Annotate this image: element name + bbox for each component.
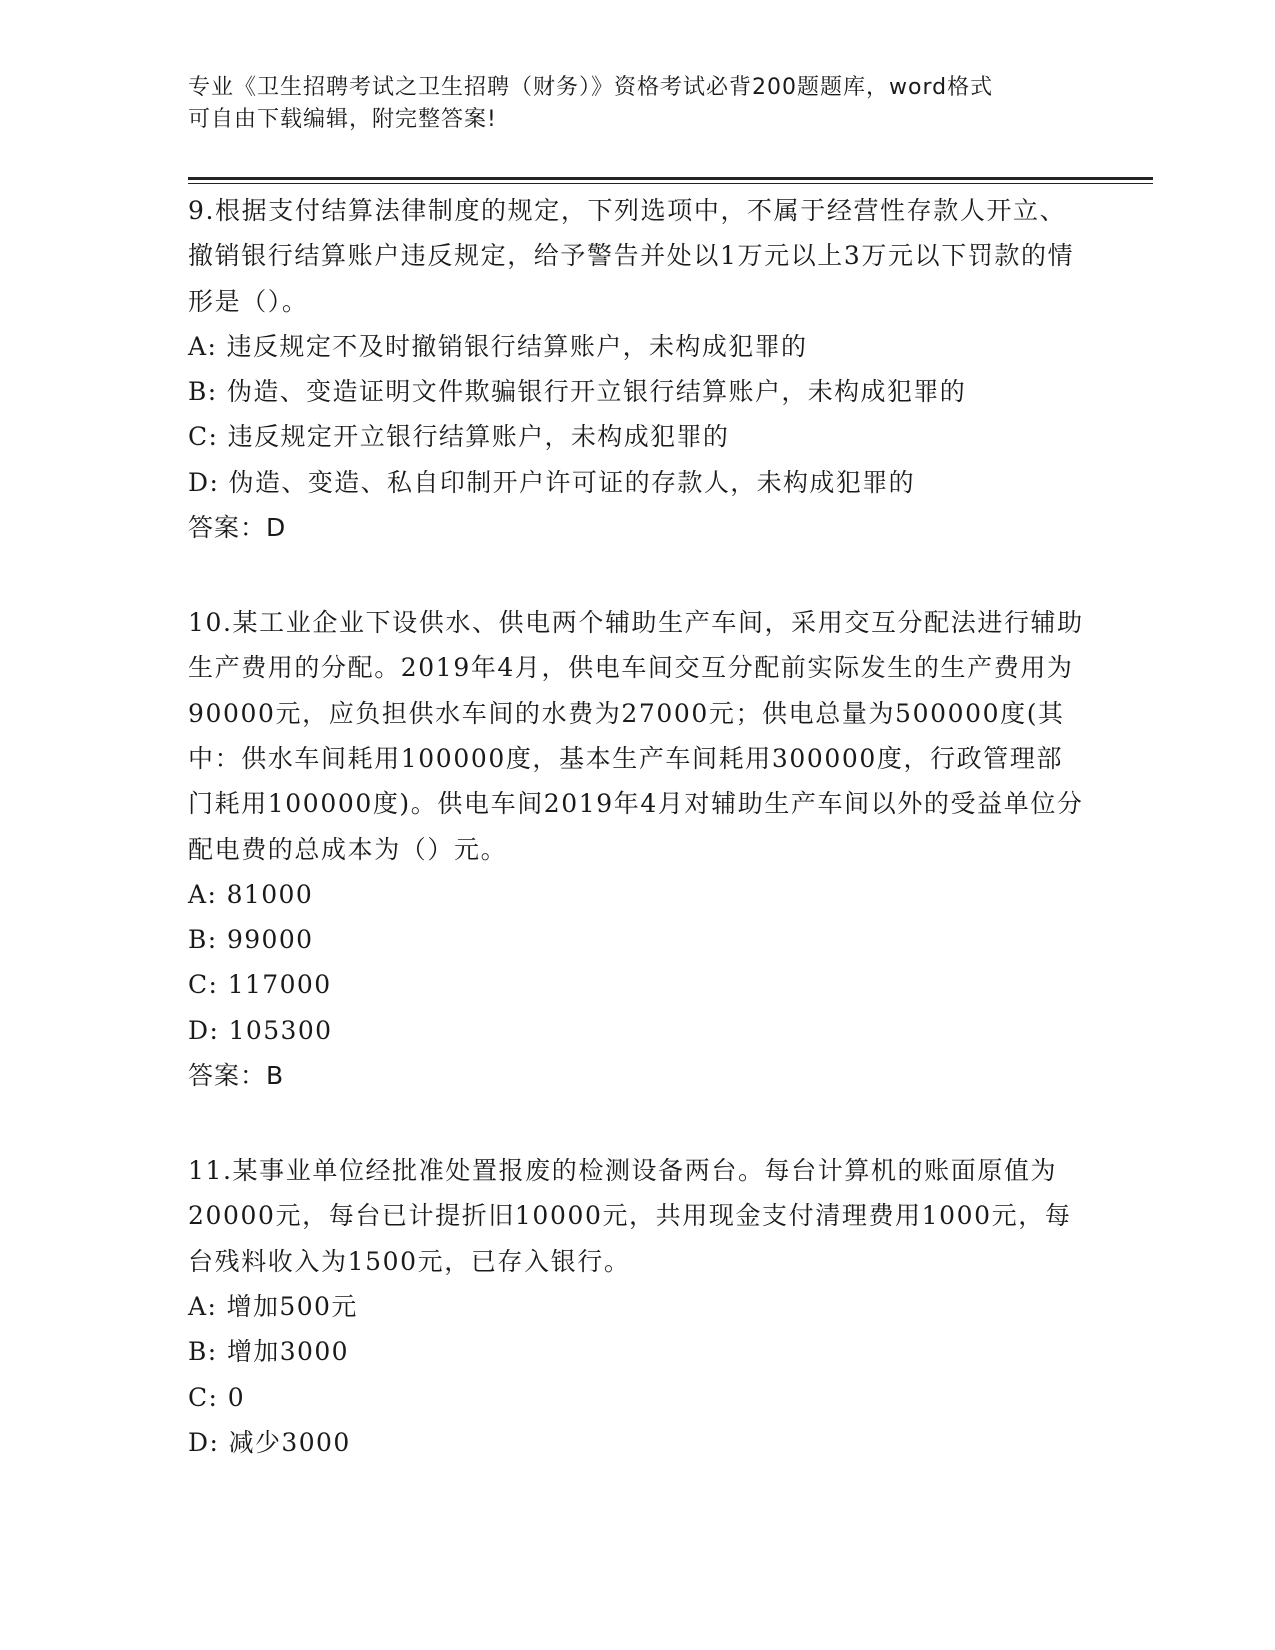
header-divider-thick [188,177,1153,180]
header-divider-thin [188,183,1153,184]
option-a: A: 81000 [188,879,314,909]
option-d: D: 减少3000 [188,1427,351,1457]
option-a: A: 增加500元 [188,1291,358,1321]
question-text: 11.某事业单位经批准处置报废的检测设备两台。每台计算机的账面原值为20000元，每台已计提折旧10000元，共用现金支付清理费用1000元，每台残料收入为1500元，已存入银行。 [188,1156,1072,1276]
option-a: A: 违反规定不及时撤销银行结算账户，未构成犯罪的 [188,331,808,361]
question-text: 10.某工业企业下设供水、供电两个辅助生产车间，采用交互分配法进行辅助生产费用的分配。2019年4月，供电车间交互分配前实际发生的生产费用为90000元，应负担供水车间的水费为27000元；供电总量为500000度(其中：供水车间耗用100000度，基本生产车间耗用300000度，行政管理部门耗用100000度)。供电车间2019年4月对辅助生产车间以外的受益单位分配电费的总成本为（）元。 [188,608,1084,864]
option-b: B: 99000 [188,925,314,955]
answer: 答案：B [188,1061,285,1091]
header-line-2: 可自由下载编辑，附完整答案! [188,107,497,132]
option-c: C: 0 [188,1382,246,1412]
question-10 [188,600,1088,1098]
question-text: 9.根据支付结算法律制度的规定，下列选项中，不属于经营性存款人开立、撤销银行结算账户违反规定，给予警告并处以1万元以上3万元以下罚款的情形是（）。 [188,196,1075,316]
question-list [188,188,1088,1465]
option-d: D: 伪造、变造、私自印制开户许可证的存款人，未构成犯罪的 [188,467,916,497]
option-b: B: 增加3000 [188,1337,349,1367]
option-b: B: 伪造、变造证明文件欺骗银行开立银行结算账户，未构成犯罪的 [188,377,967,407]
option-d: D: 105300 [188,1015,333,1045]
header-line-1: 专业《卫生招聘考试之卫生招聘（财务）》资格考试必背200题题库，word格式 [188,75,994,100]
question-11 [188,1148,1088,1465]
spacer [188,1098,1088,1148]
question-9 [188,188,1088,550]
option-c: C: 违反规定开立银行结算账户，未构成犯罪的 [188,422,730,452]
answer: 答案：D [188,513,287,543]
option-c: C: 117000 [188,970,332,1000]
spacer [188,550,1088,600]
document-header [188,72,1078,136]
